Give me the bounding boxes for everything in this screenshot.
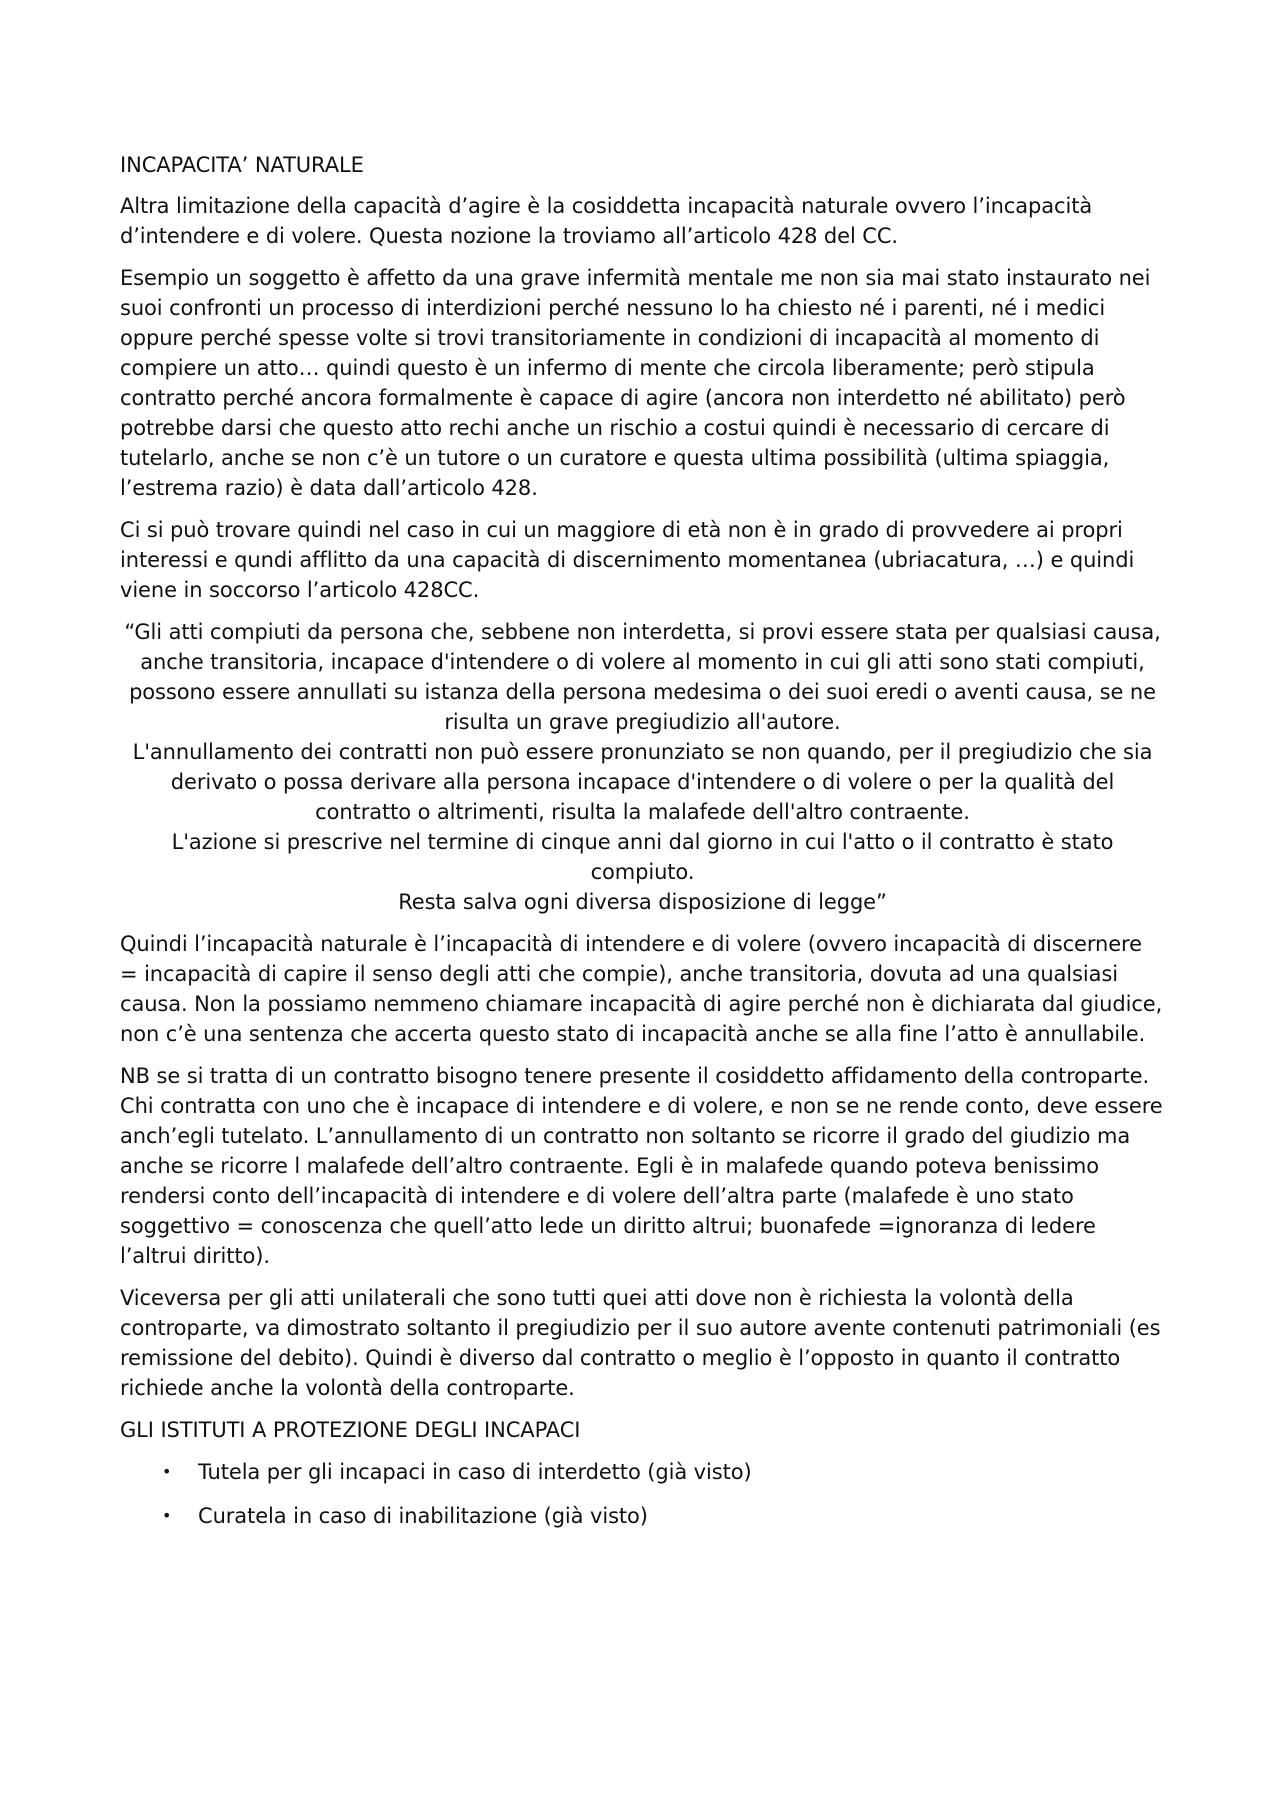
quote-line-4: Resta salva ogni diversa disposizione di legge”: [398, 890, 887, 914]
section-heading: GLI ISTITUTI A PROTEZIONE DEGLI INCAPACI: [120, 1418, 581, 1442]
list-item: [120, 1501, 1165, 1531]
quote-line-3: L'azione si prescrive nel termine di cinque anni dal giorno in cui l'atto o il contratto è stato compiuto.: [171, 830, 1114, 884]
article-428-quote: [120, 617, 1165, 917]
document-page: [120, 150, 1165, 1545]
paragraph-unilateral-acts: Viceversa per gli atti unilaterali che sono tutti quei atti dove non è richiesta la volontà della controparte, va dimostrato soltanto il pregiudizio per il suo autore avente contenuti patrimoniali (es remissione del debito). Quindi è diverso dal contratto o meglio è l’opposto in quanto il contratto richiede anche la volontà della controparte.: [120, 1286, 1161, 1400]
quote-line-1: “Gli atti compiuti da persona che, sebbene non interdetta, si provi essere stata per qualsiasi causa, anche transitoria, incapace d'intendere o di volere al momento in cui gli atti sono stati compiuti, possono essere annullati su istanza della persona medesima o dei suoi eredi o aventi causa, se ne risulta un grave pregiudizio all'autore.: [124, 620, 1161, 734]
list-item: [120, 1457, 1165, 1487]
list-item-text: Curatela in caso di inabilitazione (già visto): [198, 1504, 648, 1528]
protection-institutes-list: [120, 1457, 1165, 1531]
paragraph-example: Esempio un soggetto è affetto da una grave infermità mentale me non sia mai stato instaurato nei suoi confronti un processo di interdizioni perché nessuno lo ha chiesto né i parenti, né i medici oppure perché spesse volte si trovi transitoriamente in condizioni di incapacità al momento di compiere un atto… quindi questo è un infermo di mente che circola liberamente; però stipula contratto perché ancora formalmente è capace di agire (ancora non interdetto né abilitato) però potrebbe darsi che questo atto rechi anche un rischio a costui quindi è necessario di cercare di tutelarlo, anche se non c’è un tutore o un curatore e questa ultima possibilità (ultima spiaggia, l’estrema razio) è data dall’articolo 428.: [120, 266, 1151, 500]
paragraph-natural-incapacity: Quindi l’incapacità naturale è l’incapacità di intendere e di volere (ovvero incapacità di discernere = incapacità di capire il senso degli atti che compie), anche transitoria, dovuta ad una qualsiasi causa. Non la possiamo nemmeno chiamare incapacità di agire perché non è dichiarata dal giudice, non c’è una sentenza che accerta questo stato di incapacità anche se alla fine l’atto è annullabile.: [120, 932, 1163, 1046]
bullet-icon: •: [162, 1506, 172, 1525]
document-title: INCAPACITA’ NATURALE: [120, 153, 364, 177]
bullet-icon: •: [162, 1462, 172, 1481]
quote-line-2: L'annullamento dei contratti non può essere pronunziato se non quando, per il pregiudizio che sia derivato o possa derivare alla persona incapace d'intendere o di volere o per la qualità del contratto o altrimenti, risulta la malafede dell'altro contraente.: [132, 740, 1153, 824]
paragraph-contract-reliance: NB se si tratta di un contratto bisogno tenere presente il cosiddetto affidamento della controparte. Chi contratta con uno che è incapace di intendere e di volere, e non se ne rende conto, deve essere anch’egli tutelato. L’annullamento di un contratto non soltanto se ricorre il grado del giudizio ma anche se ricorre l malafede dell’altro contraente. Egli è in malafede quando poteva benissimo rendersi conto dell’incapacità di intendere e di volere dell’altra parte (malafede è uno stato soggettivo = conoscenza che quell’atto lede un diritto altrui; buonafede =ignoranza di ledere l’altrui diritto).: [120, 1064, 1163, 1268]
list-item-text: Tutela per gli incapaci in caso di interdetto (già visto): [198, 1460, 752, 1484]
paragraph-definition: Altra limitazione della capacità d’agire è la cosiddetta incapacità naturale ovvero l’incapacità d’intendere e di volere. Questa nozione la troviamo all’articolo 428 del CC.: [120, 194, 1093, 248]
paragraph-discernment: Ci si può trovare quindi nel caso in cui un maggiore di età non è in grado di provvedere ai propri interessi e qundi afflitto da una capacità di discernimento momentanea (ubriacatura, …) e quindi viene in soccorso l’articolo 428CC.: [120, 518, 1135, 602]
